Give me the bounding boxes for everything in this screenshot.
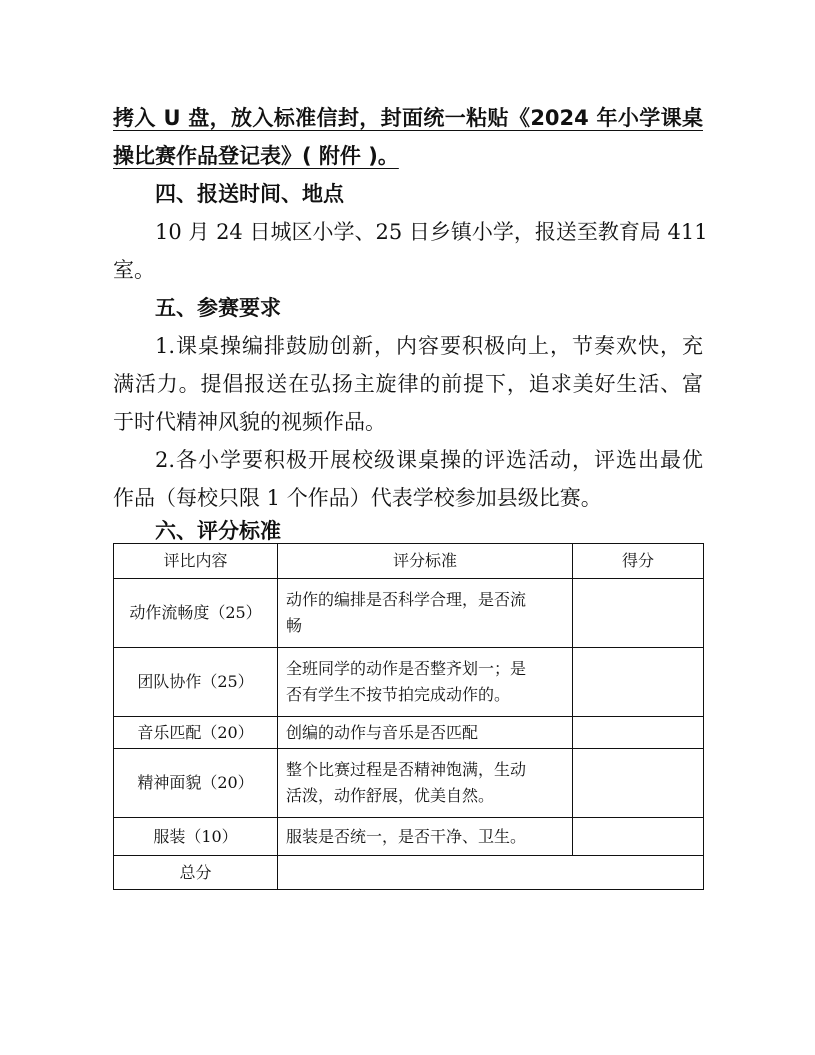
row-score [573,717,704,749]
row-criteria [278,749,573,818]
header-score: 得分 [573,544,704,579]
section-4-heading: 四、报送时间、地点 [155,182,344,206]
table-row [114,717,704,749]
total-label: 总分 [114,856,278,890]
section-4-line-2: 室。 [113,258,155,282]
table-total-row [114,856,704,890]
criteria-line: 动作的编排是否科学合理，是否流 [286,590,527,609]
table-row [114,579,704,648]
row-item: 服装（10） [114,818,278,856]
requirement-1-line-1: 1.课桌操编排鼓励创新，内容要积极向上，节奏欢快，充 [155,334,703,358]
header-criteria: 评分标准 [278,544,573,579]
row-criteria [278,648,573,717]
row-criteria [278,717,573,749]
intro-line-1: 拷入 U 盘，放入标准信封，封面统一粘贴《2024 年小学课桌 [113,106,703,130]
requirement-1-line-3: 于时代精神风貌的视频作品。 [113,410,386,434]
criteria-line: 创编的动作与音乐是否匹配 [286,722,479,742]
row-criteria [278,579,573,648]
row-item: 动作流畅度（25） [114,579,278,648]
criteria-line: 服装是否统一，是否干净、卫生。 [286,826,527,846]
intro-line-2: 操比赛作品登记表》( 附件 )。 [113,144,399,168]
requirement-2-line-1: 2.各小学要积极开展校级课桌操的评选活动，评选出最优 [155,448,703,472]
table-row [114,749,704,818]
row-score [573,818,704,856]
table-row [114,648,704,717]
row-score [573,579,704,648]
criteria-line: 整个比赛过程是否精神饱满，生动 [286,760,527,779]
table-row [114,818,704,856]
section-6-heading: 六、评分标准 [155,519,281,543]
total-value [278,856,704,890]
criteria-line: 活泼，动作舒展，优美自然。 [286,786,495,805]
row-criteria [278,818,573,856]
criteria-line: 畅 [286,616,303,635]
criteria-line: 全班同学的动作是否整齐划一；是 [286,659,527,678]
requirement-1-line-2: 满活力。提倡报送在弘扬主旋律的前提下，追求美好生活、富 [113,372,703,396]
header-item: 评比内容 [114,544,278,579]
row-score [573,749,704,818]
row-item: 精神面貌（20） [114,749,278,818]
scoring-table [113,543,704,890]
table-header-row [114,544,704,579]
section-5-heading: 五、参赛要求 [155,296,281,320]
section-4-line-1: 10 月 24 日城区小学、25 日乡镇小学，报送至教育局 411 [155,220,708,244]
row-score [573,648,704,717]
row-item: 音乐匹配（20） [114,717,278,749]
row-item: 团队协作（25） [114,648,278,717]
criteria-line: 否有学生不按节拍完成动作的。 [286,685,511,704]
requirement-2-line-2: 作品（每校只限 1 个作品）代表学校参加县级比赛。 [113,486,602,510]
